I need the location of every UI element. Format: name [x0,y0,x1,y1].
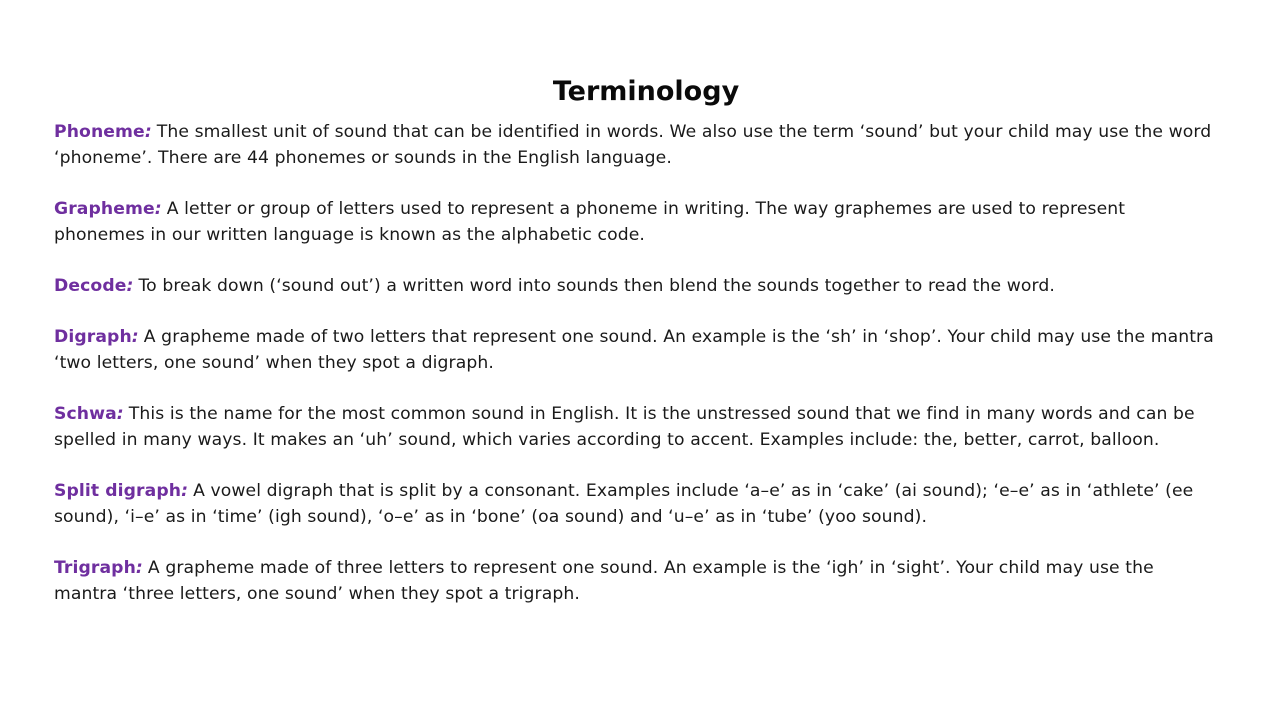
term-colon: : [116,404,124,424]
term-definition: A grapheme made of two letters that represent one sound. An example is the ‘sh’ in ‘shop’. Your child may use the mantra ‘two letters, one sound’ when they spot a digraph. [54,327,1214,373]
term-colon: : [154,199,162,219]
term-colon: : [135,558,143,578]
terminology-list [54,119,1214,632]
term-definition: This is the name for the most common sound in English. It is the unstressed sound that we find in many words and can be spelled in many ways. It makes an ‘uh’ sound, which varies according to accent. Examples include: the, better, carrot, balloon. [54,404,1195,450]
term-decode [54,273,1214,299]
term-name: Schwa [54,404,117,424]
term-phoneme [54,119,1214,171]
term-colon: : [144,122,152,142]
term-name: Split digraph [54,481,182,501]
term-digraph [54,324,1214,376]
term-grapheme [54,196,1214,248]
term-schwa [54,401,1214,453]
term-name: Grapheme [54,199,155,219]
term-name: Phoneme [54,122,145,142]
term-definition: A grapheme made of three letters to represent one sound. An example is the ‘igh’ in ‘sight’. Your child may use the mantra ‘three letters, one sound’ when they spot a trigraph. [54,558,1154,604]
term-name: Trigraph [54,558,136,578]
term-colon: : [131,327,139,347]
term-trigraph [54,555,1214,607]
term-definition: The smallest unit of sound that can be identified in words. We also use the term ‘sound’ but your child may use the word ‘phoneme’. There are 44 phonemes or sounds in the English language. [54,122,1212,168]
term-colon: : [181,481,189,501]
term-definition: To break down (‘sound out’) a written word into sounds then blend the sounds together to read the word. [138,276,1055,296]
page-title: Terminology [552,76,740,108]
term-colon: : [126,276,134,296]
term-definition: A vowel digraph that is split by a consonant. Examples include ‘a–e’ as in ‘cake’ (ai sound); ‘e–e’ as in ‘athlete’ (ee sound), ‘i–e’ as in ‘time’ (igh sound), ‘o–e’ as in ‘bone’ (oa sound) and ‘u–e’ as in ‘tube’ (yoo sound). [54,481,1194,527]
term-definition: A letter or group of letters used to represent a phoneme in writing. The way graphemes are used to represent phonemes in our written language is known as the alphabetic code. [54,199,1126,245]
term-split-digraph [54,478,1214,530]
term-name: Digraph [54,327,132,347]
term-name: Decode [54,276,127,296]
